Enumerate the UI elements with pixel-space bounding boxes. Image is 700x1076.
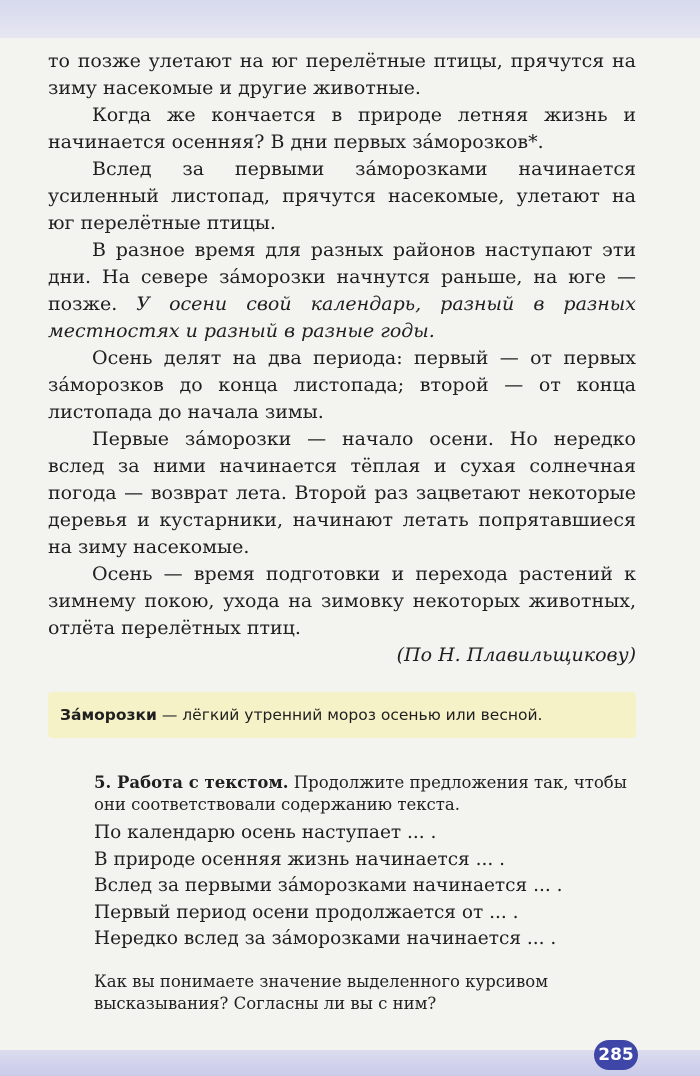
- paragraph-3: Вслед за первыми за́морозками начинается усиленный листопад, прячутся насекомые, улетают на юг перелётные птицы.: [48, 158, 636, 234]
- paragraph-4: [48, 237, 636, 345]
- definition-text: — лёгкий утренний мороз осенью или весной.: [156, 706, 543, 724]
- paragraph-2: Когда же кончается в природе летняя жизнь и начинается осенняя? В дни первых за́морозков*.: [48, 104, 636, 153]
- exercise-question: Как вы понимаете значение выделенного курсивом высказывания? Согласны ли вы с ним?: [94, 971, 549, 1013]
- exercise-instruction: Продолжите предложения так, чтобы они соответствовали содержанию текста.: [94, 773, 627, 814]
- paragraph-6: Первые за́морозки — начало осени. Но нередко вслед за ними начинается тёплая и сухая солнечная погода — возврат лета. Второй раз зацветают некоторые деревья и кустарники, начинают летать попрятавшиеся на зиму насекомые.: [48, 428, 636, 558]
- exercise-sentence: Нередко вслед за за́морозками начинается ... .: [94, 928, 557, 949]
- paragraph-5: Осень делят на два периода: первый — от первых за́морозков до конца листопада; второй — от конца листопада до начала зимы.: [48, 347, 636, 423]
- exercise-sentence: В природе осенняя жизнь начинается ... .: [94, 848, 506, 870]
- paragraph-7: Осень — время подготовки и перехода растений к зимнему покою, ухода на зимовку некоторых животных, отлёта перелётных птиц.: [48, 563, 636, 639]
- definition-term: За́морозки: [60, 706, 157, 724]
- exercise-block: [94, 772, 636, 1031]
- exercise-sentence: Первый период осени продолжается от ... .: [94, 901, 519, 923]
- author-attribution: (По Н. Плавильщикову): [396, 644, 636, 666]
- definition-box: [48, 692, 636, 738]
- page-header-band: [0, 0, 700, 38]
- exercise-task: [94, 772, 636, 816]
- exercise-sentence: По календарю осень наступает ... .: [94, 822, 437, 843]
- exercise-title: 5. Работа с текстом.: [94, 773, 289, 792]
- italic-quote: У осени свой календарь, разный в разных местностях и разный в разные годы.: [48, 293, 636, 342]
- paragraph-1: то позже улетают на юг перелётные птицы, прячутся на зиму насекомые и другие животные.: [48, 50, 636, 99]
- page-number: 285: [594, 1040, 638, 1070]
- main-text: [48, 48, 636, 669]
- exercise-sentence: Вслед за первыми за́морозками начинается ... .: [94, 875, 563, 896]
- paragraph-4-text: В разное время для разных районов наступают эти дни. На севере за́морозки начнутся раньше, на юге — позже.: [48, 239, 636, 315]
